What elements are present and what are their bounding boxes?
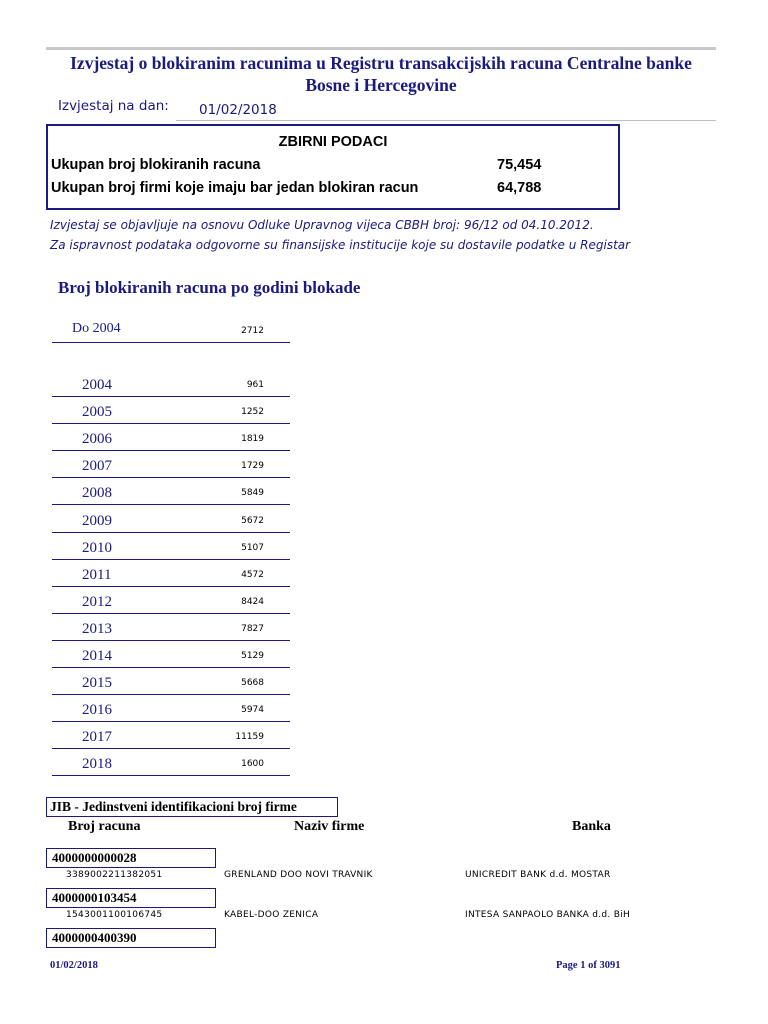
legal-note: Izvjestaj se objavljuje na osnovu Odluke Upravnog vijeca CBBH broj: 96/12 od 04.10.2012. xyxy=(50,218,594,232)
year-count: 5849 xyxy=(241,488,264,499)
year-row xyxy=(52,726,290,749)
year-row xyxy=(52,537,290,560)
year-count: 8424 xyxy=(241,596,264,607)
summary-row-blocked-accounts xyxy=(51,157,618,173)
year-label: 2006 xyxy=(82,431,112,448)
year-row xyxy=(52,645,290,668)
year-count: 4572 xyxy=(241,569,264,580)
summary-box xyxy=(46,124,620,210)
year-label: 2004 xyxy=(82,377,112,393)
top-divider xyxy=(46,47,716,50)
account-number: 3389002211382051 xyxy=(66,870,163,880)
year-label: 2007 xyxy=(82,458,112,475)
report-date-row xyxy=(46,98,716,122)
report-date-label: Izvjestaj na dan: xyxy=(58,98,169,114)
company-name: KABEL-DOO ZENICA xyxy=(224,910,319,920)
jib-box: 4000000400390 xyxy=(46,928,216,948)
year-count: 5107 xyxy=(241,542,264,553)
year-row xyxy=(52,401,290,424)
year-count: 961 xyxy=(246,380,264,390)
year-row xyxy=(52,482,290,505)
year-label: 2016 xyxy=(82,702,112,719)
year-label: 2008 xyxy=(82,485,112,502)
bank-name: UNICREDIT BANK d.d. MOSTAR xyxy=(465,870,611,880)
year-row xyxy=(52,753,290,776)
year-row xyxy=(52,699,290,722)
year-count: 1819 xyxy=(241,434,264,445)
report-date-value: 01/02/2018 xyxy=(199,102,277,118)
by-year-title: Broj blokiranih racuna po godini blokade xyxy=(58,278,361,297)
year-count: 5668 xyxy=(241,678,264,689)
year-row xyxy=(52,455,290,478)
year-count: 5129 xyxy=(241,651,264,661)
jib-legend: JIB - Jedinstveni identifikacioni broj firme xyxy=(46,797,338,817)
year-row xyxy=(52,428,290,451)
year-label: 2005 xyxy=(82,404,112,421)
column-header-account: Broj racuna xyxy=(68,819,141,834)
column-header-company: Naziv firme xyxy=(294,819,365,834)
year-label: 2010 xyxy=(82,539,112,556)
summary-row-blocked-firms xyxy=(51,180,618,196)
year-count: 2712 xyxy=(241,326,264,336)
year-label: 2017 xyxy=(82,729,112,746)
company-name: GRENLAND DOO NOVI TRAVNIK xyxy=(224,870,373,880)
year-label: Do 2004 xyxy=(72,321,121,336)
summary-title: ZBIRNI PODACI xyxy=(278,134,388,150)
summary-label: Ukupan broj firmi koje imaju bar jedan blokiran racun xyxy=(51,180,419,196)
footer-page-number: Page 1 of 3091 xyxy=(556,960,621,971)
account-number: 1543001100106745 xyxy=(66,910,163,920)
year-count: 5672 xyxy=(241,515,264,526)
year-label: 2012 xyxy=(82,593,112,610)
bank-name: INTESA SANPAOLO BANKA d.d. BiH xyxy=(465,910,631,920)
year-row xyxy=(52,672,290,695)
year-count: 7827 xyxy=(241,623,264,634)
year-label: 2013 xyxy=(82,620,112,637)
year-label: 2015 xyxy=(82,675,112,692)
jib-box: 4000000103454 xyxy=(46,888,216,908)
responsibility-note: Za ispravnost podataka odgovorne su finansijske institucije koje su dostavile podatke u Registar xyxy=(50,238,631,252)
summary-value: 75,454 xyxy=(497,157,542,173)
year-count: 1600 xyxy=(241,759,264,770)
year-row xyxy=(52,374,290,397)
year-row xyxy=(52,591,290,614)
year-count: 11159 xyxy=(235,732,264,743)
summary-label: Ukupan broj blokiranih racuna xyxy=(51,157,261,173)
report-title: Izvjestaj o blokiranim racunima u Registru transakcijskih racuna Centralne banke Bosne i Hercegovine xyxy=(70,53,692,95)
footer-date: 01/02/2018 xyxy=(50,960,98,971)
year-label: 2014 xyxy=(82,648,112,664)
summary-value: 64,788 xyxy=(497,180,542,196)
year-label: 2009 xyxy=(82,512,112,529)
year-row xyxy=(52,320,290,343)
year-row xyxy=(52,618,290,641)
year-row xyxy=(52,564,290,587)
year-row xyxy=(52,510,290,533)
date-underline xyxy=(176,120,716,121)
year-count: 5974 xyxy=(241,705,264,716)
jib-box: 4000000000028 xyxy=(46,848,216,868)
year-count: 1252 xyxy=(241,407,264,418)
column-header-bank: Banka xyxy=(572,819,611,834)
year-count: 1729 xyxy=(241,461,264,472)
year-label: 2018 xyxy=(82,756,112,773)
year-label: 2011 xyxy=(82,566,112,583)
